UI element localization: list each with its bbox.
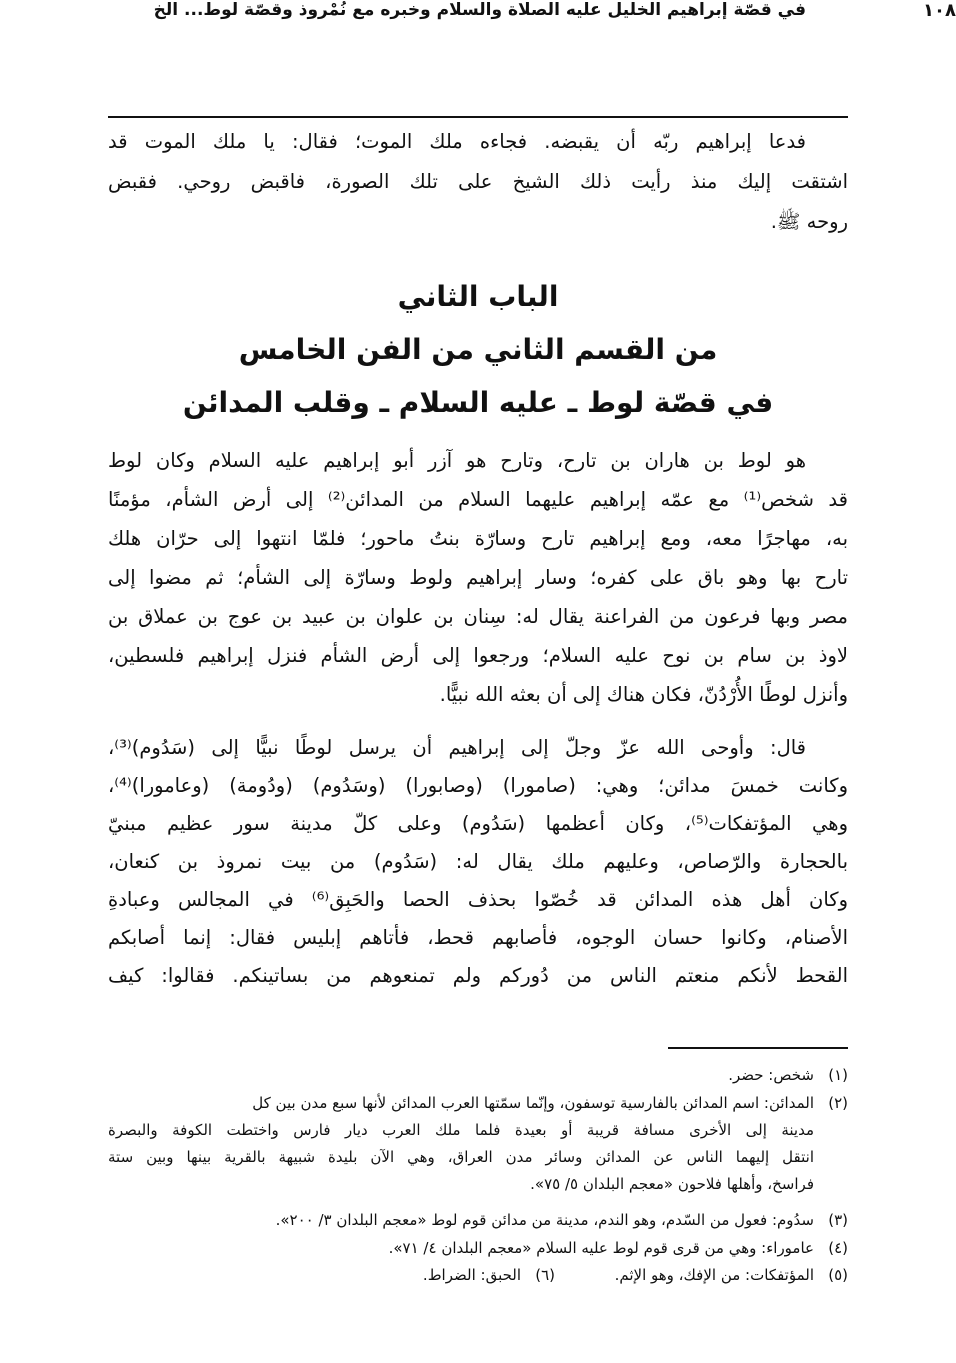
footnote-number: (٤) — [828, 1239, 848, 1257]
footnote-1 — [108, 1066, 848, 1084]
intro-line: اشتقت إليك منذ رأيت ذلك الشيخ على تلك الصورة، فاقبض روحي. فقبض — [108, 170, 848, 193]
paragraph-line: القحط لأنكم منعتم الناس من دُوركم ولم تمنعوهم من بساتينكم. فقالوا: كيف — [108, 964, 848, 987]
paragraph-line: به، مهاجرًا معه، ومع إبراهيم تارح وسارّة بنتُ ماحور؛ فلمّا انتهوا إلى حرّان هلك — [108, 527, 848, 550]
header-rule — [108, 116, 848, 118]
intro-line: فدعا إبراهيم ربّه أن يقبضه. فجاءه ملك الموت؛ فقال: يا ملك الموت قد — [108, 130, 806, 153]
section-heading: من القسم الثاني من الفن الخامس — [238, 333, 718, 366]
intro-line: روحه ﷺ. — [770, 210, 848, 233]
footnote-text: الحبق: الضراط. — [422, 1266, 522, 1284]
paragraph-line: وأنزل لوطًا الأُرْدُنّ، فكان هناك إلى أن بعثه الله نبيًّا. — [439, 683, 848, 706]
paragraph-line: قد شخص⁽¹⁾ مع عمّه إبراهيم عليهما السلام من المدائن⁽²⁾ إلى أرض الشأم، مؤمنًا — [108, 488, 848, 511]
footnote-text: المدائن: اسم المدائن بالفارسية توسفون، وإنّما سمّتها العرب المدائن لأنها سبع مدن بين كل — [252, 1094, 814, 1112]
footnote-number: (٢) — [828, 1094, 848, 1112]
footnote-2 — [108, 1094, 848, 1112]
story-heading: في قصّة لوط ـ عليه السلام ـ وقلب المدائن — [182, 386, 774, 419]
footnote-text: عاموراء: وهي من قرى قوم لوط عليه السلام «معجم البلدان ٤/ ٧١». — [388, 1239, 814, 1257]
chapter-heading: الباب الثاني — [397, 280, 559, 313]
footnote-text: شخص: حضر. — [728, 1066, 814, 1084]
footnote-number: (٣) — [828, 1211, 848, 1229]
running-header — [0, 0, 956, 30]
footnote-number: (١) — [828, 1066, 848, 1084]
running-title: في قصّة إبراهيم الخليل عليه الصلاة والسلام وخبره مع نُمْروذ وقصّة لوط... الخ — [153, 0, 806, 20]
page-number: ١٠٨ — [923, 0, 956, 21]
paragraph-line: وهي المؤتفكات⁽⁵⁾، وكان أعظمها (سَدُوم) وعلى كلّ مدينة سور عظيم مبنيّ — [108, 812, 848, 835]
paragraph-line: لاوذ بن سام بن نوح عليه السلام؛ ورجعوا إلى أرض الشأم فنزل إبراهيم فلسطين، — [108, 644, 848, 667]
paragraph-line: قال: وأوحى الله عزّ وجلّ إلى إبراهيم أن يرسل لوطًا نبيًّا إلى (سَدُوم)⁽³⁾، — [108, 736, 806, 759]
footnote-2-line: انتقل إليهما الناس عن المدائن وسائر مدن العراق، وهي الآن بليدة شبيهة بالقرية بينها وبين ستة — [108, 1148, 814, 1166]
paragraph-line: هو لوط بن هاران بن تارح، وتارح هو آزر أبو إبراهيم عليه السلام وكان لوط — [108, 449, 806, 472]
paragraph-line: الأصنام، وكانوا حسان الوجوه، فأصابهم قحط، فأتاهم إبليس فقال: إنما أصابكم — [108, 926, 848, 949]
paragraph-line: تارح بها وهو باق على كفره؛ وسار إبراهيم ولوط وسارّة إلى الشأم؛ ثم مضوا إلى — [108, 566, 848, 589]
footnote-2-line: مدينة إلى الأخرى مسافة قريبة أو بعيدة فلما ملك العرب ديار فارس واختطت الكوفة والبصرة — [108, 1121, 814, 1139]
footnote-4 — [108, 1239, 848, 1257]
footnote-text: سدُوم: فعول من السّدم، وهو الندم، مدينة من مدائن قوم لوط «معجم البلدان ٣/ ٢٠٠». — [275, 1211, 814, 1229]
paragraph-line: بالحجارة والرّصاص، وعليهم ملك يقال له: (سَدُوم) من بيت نمروذ بن كنعان، — [108, 850, 848, 873]
footnote-rule — [668, 1047, 848, 1049]
paragraph-line: وكان أهل هذه المدائن قد خُصّوا بحذف الحصا والحَبِق⁽⁶⁾ في المجالس وعبادةِ — [108, 888, 849, 911]
footnote-text: المؤتفكات: من الإفك، وهو الإثم. — [614, 1266, 814, 1284]
paragraph-line: مصر وبها فرعون من الفراعنة يقال له: سِنان بن علوان بن عبيد بن عوج بن عملاق بن — [108, 605, 848, 628]
footnote-5-6 — [108, 1266, 848, 1284]
footnote-3 — [108, 1211, 848, 1229]
paragraph-line: وكانت خمسَ مدائن؛ وهي: (صامورا) (وصابورا) (وسَدُوم) (ودُومة) (وعامورا)⁽⁴⁾، — [108, 774, 848, 797]
footnote-2-line: فراسخ، وأهلها فلاحون «معجم البلدان ٥/ ٧٥». — [530, 1175, 814, 1193]
footnote-number: (٥) — [828, 1266, 848, 1284]
footnote-number: (٦) — [535, 1266, 556, 1284]
